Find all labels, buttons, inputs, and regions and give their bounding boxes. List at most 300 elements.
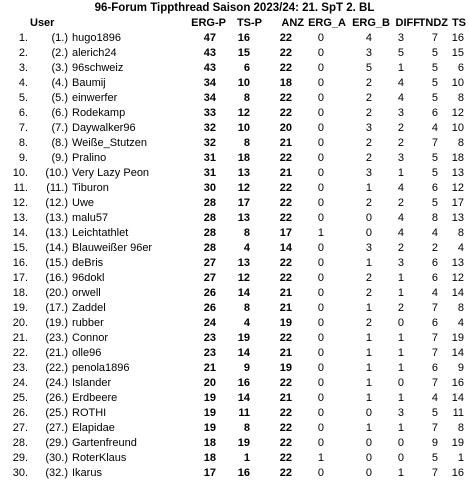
cell-ts-p: 8	[243, 227, 250, 239]
cell-tndz: 6	[431, 182, 438, 194]
cell-prev: (8.)	[51, 137, 68, 149]
cell-ts-p: 16	[237, 377, 250, 389]
cell-tndz: 7	[431, 32, 438, 44]
cell-rank: 18.	[12, 287, 28, 299]
cell-erg-p: 20	[203, 377, 216, 389]
cell-diff: 3	[397, 32, 404, 44]
table-row	[0, 121, 469, 136]
cell-tndz: 5	[431, 92, 438, 104]
table-row	[0, 31, 469, 46]
cell-ts: 6	[457, 62, 464, 74]
cell-ts-p: 16	[237, 32, 250, 44]
cell-ts: 8	[457, 137, 464, 149]
header-user: User	[30, 17, 55, 29]
cell-anz: 21	[279, 302, 292, 314]
cell-diff: 0	[397, 377, 404, 389]
cell-prev: (6.)	[51, 107, 68, 119]
sheet-title: 96-Forum Tippthread Saison 2023/24: 21. SpT 2. BL	[94, 2, 375, 14]
cell-erg-p: 28	[203, 227, 216, 239]
cell-erg-a: 0	[317, 47, 324, 59]
cell-erg-a: 0	[317, 407, 324, 419]
cell-ts-p: 12	[237, 272, 250, 284]
table-row	[0, 211, 469, 226]
cell-user: einwerfer	[72, 92, 118, 104]
cell-erg-b: 1	[365, 302, 372, 314]
cell-prev: (1.)	[51, 32, 68, 44]
cell-erg-b: 2	[365, 77, 372, 89]
cell-erg-b: 0	[365, 227, 372, 239]
cell-ts: 13	[451, 167, 464, 179]
table-row	[0, 376, 469, 391]
cell-user: alerich24	[72, 47, 117, 59]
cell-user: rubber	[72, 317, 104, 329]
cell-user: malu57	[72, 212, 109, 224]
cell-diff: 5	[397, 47, 404, 59]
cell-rank: 16.	[12, 257, 28, 269]
cell-erg-b: 5	[365, 62, 372, 74]
cell-prev: (19.)	[45, 317, 68, 329]
cell-ts: 10	[451, 122, 464, 134]
cell-anz: 22	[279, 47, 292, 59]
cell-ts-p: 13	[237, 212, 250, 224]
cell-ts: 16	[451, 377, 464, 389]
cell-tndz: 2	[431, 242, 438, 254]
cell-erg-b: 2	[365, 152, 372, 164]
cell-erg-a: 0	[317, 92, 324, 104]
cell-prev: (21.)	[45, 347, 68, 359]
cell-tndz: 5	[431, 407, 438, 419]
cell-prev: (30.)	[45, 452, 68, 464]
cell-ts-p: 18	[237, 152, 250, 164]
table-row	[0, 46, 469, 61]
cell-rank: 23.	[12, 362, 28, 374]
table-row	[0, 286, 469, 301]
cell-rank: 19.	[12, 302, 28, 314]
cell-prev: (16.)	[45, 272, 68, 284]
cell-erg-a: 0	[317, 32, 324, 44]
cell-ts: 16	[451, 467, 464, 479]
cell-prev: (13.)	[45, 227, 68, 239]
header-diff: DIFF	[395, 17, 420, 29]
table-row	[0, 451, 469, 466]
cell-prev: (14.)	[45, 242, 68, 254]
cell-diff: 1	[397, 272, 404, 284]
cell-erg-b: 1	[365, 377, 372, 389]
cell-rank: 15.	[12, 242, 28, 254]
cell-ts: 8	[457, 227, 464, 239]
cell-erg-b: 0	[365, 437, 372, 449]
cell-diff: 0	[397, 437, 404, 449]
cell-erg-a: 0	[317, 392, 324, 404]
cell-anz: 22	[279, 92, 292, 104]
cell-ts: 14	[451, 347, 464, 359]
cell-anz: 21	[279, 287, 292, 299]
cell-diff: 1	[397, 62, 404, 74]
cell-anz: 22	[279, 437, 292, 449]
cell-tndz: 5	[431, 152, 438, 164]
cell-erg-b: 3	[365, 122, 372, 134]
cell-ts-p: 19	[237, 437, 250, 449]
cell-prev: (22.)	[45, 362, 68, 374]
header-erg-b: ERG_B	[352, 17, 390, 29]
table-row	[0, 406, 469, 421]
cell-user: Zaddel	[72, 302, 106, 314]
cell-user: Very Lazy Peon	[72, 167, 150, 179]
cell-user: Daywalker96	[72, 122, 136, 134]
cell-prev: (10.)	[45, 167, 68, 179]
cell-prev: (24.)	[45, 377, 68, 389]
cell-erg-a: 0	[317, 197, 324, 209]
cell-ts: 13	[451, 212, 464, 224]
cell-rank: 21.	[12, 332, 28, 344]
cell-rank: 28.	[12, 437, 28, 449]
cell-ts-p: 11	[238, 407, 250, 419]
cell-prev: (17.)	[45, 302, 68, 314]
cell-diff: 3	[397, 257, 404, 269]
cell-ts: 19	[451, 332, 464, 344]
cell-erg-a: 1	[317, 227, 324, 239]
header-ts: TS	[451, 17, 466, 29]
cell-erg-a: 0	[317, 422, 324, 434]
cell-diff: 0	[397, 317, 404, 329]
cell-rank: 1.	[18, 32, 28, 44]
cell-tndz: 5	[431, 77, 438, 89]
cell-user: olle96	[72, 347, 102, 359]
cell-ts: 14	[451, 392, 464, 404]
cell-anz: 22	[279, 62, 292, 74]
cell-tndz: 6	[431, 362, 438, 374]
cell-user: Uwe	[72, 197, 95, 209]
cell-rank: 8.	[18, 137, 28, 149]
cell-tndz: 8	[431, 212, 438, 224]
cell-diff: 1	[397, 362, 404, 374]
cell-user: penola1896	[72, 362, 130, 374]
cell-ts-p: 16	[237, 467, 250, 479]
table-row	[0, 196, 469, 211]
cell-prev: (11.)	[46, 182, 68, 194]
cell-user: Weiße_Stutzen	[72, 137, 148, 149]
cell-prev: (15.)	[45, 257, 68, 269]
cell-erg-a: 0	[317, 182, 324, 194]
cell-prev: (25.)	[45, 407, 68, 419]
cell-user: ROTHI	[72, 407, 107, 419]
cell-ts-p: 14	[237, 347, 250, 359]
cell-anz: 22	[279, 422, 292, 434]
cell-user: RoterKlaus	[72, 452, 127, 464]
cell-erg-p: 30	[203, 182, 216, 194]
cell-diff: 1	[397, 347, 404, 359]
cell-diff: 4	[397, 227, 404, 239]
cell-diff: 1	[397, 332, 404, 344]
cell-anz: 22	[279, 212, 292, 224]
table-header	[0, 16, 469, 31]
cell-rank: 4.	[18, 77, 28, 89]
cell-diff: 4	[397, 92, 404, 104]
table-row	[0, 301, 469, 316]
cell-erg-p: 26	[203, 302, 216, 314]
cell-erg-p: 32	[203, 137, 216, 149]
table-row	[0, 316, 469, 331]
cell-prev: (32.)	[45, 467, 68, 479]
cell-erg-p: 21	[203, 362, 216, 374]
cell-ts-p: 17	[237, 197, 250, 209]
cell-erg-p: 28	[203, 242, 216, 254]
cell-rank: 25.	[12, 392, 28, 404]
cell-user: Islander	[72, 377, 112, 389]
cell-erg-p: 23	[203, 332, 216, 344]
cell-erg-b: 3	[365, 242, 372, 254]
table-row	[0, 256, 469, 271]
cell-tndz: 6	[431, 272, 438, 284]
cell-prev: (20.)	[45, 287, 68, 299]
cell-erg-p: 33	[203, 107, 216, 119]
cell-erg-b: 2	[365, 197, 372, 209]
cell-ts-p: 8	[243, 302, 250, 314]
cell-tndz: 5	[431, 167, 438, 179]
cell-erg-p: 17	[203, 467, 216, 479]
cell-erg-b: 1	[365, 332, 372, 344]
cell-erg-p: 28	[203, 197, 216, 209]
cell-anz: 22	[279, 107, 292, 119]
cell-anz: 22	[279, 467, 292, 479]
cell-erg-p: 43	[203, 47, 216, 59]
cell-tndz: 7	[431, 422, 438, 434]
cell-ts: 12	[451, 107, 464, 119]
cell-anz: 14	[279, 242, 292, 254]
cell-erg-p: 28	[203, 212, 216, 224]
cell-tndz: 9	[431, 437, 438, 449]
cell-erg-p: 24	[203, 317, 216, 329]
cell-erg-b: 3	[365, 167, 372, 179]
cell-user: 96dokl	[72, 272, 105, 284]
cell-prev: (3.)	[51, 62, 68, 74]
cell-ts: 12	[451, 272, 464, 284]
cell-ts: 4	[457, 242, 464, 254]
cell-ts: 8	[457, 302, 464, 314]
cell-prev: (27.)	[45, 422, 68, 434]
cell-anz: 22	[279, 32, 292, 44]
cell-erg-a: 0	[317, 377, 324, 389]
cell-erg-p: 23	[203, 347, 216, 359]
cell-ts: 12	[451, 182, 464, 194]
cell-prev: (9.)	[51, 152, 68, 164]
table-row	[0, 136, 469, 151]
cell-tndz: 7	[431, 467, 438, 479]
cell-anz: 21	[279, 392, 292, 404]
cell-rank: 12.	[12, 197, 28, 209]
cell-erg-a: 0	[317, 302, 324, 314]
table-row	[0, 391, 469, 406]
cell-ts-p: 14	[237, 392, 250, 404]
cell-erg-b: 1	[365, 392, 372, 404]
table-row	[0, 91, 469, 106]
cell-anz: 22	[279, 152, 292, 164]
cell-ts-p: 12	[237, 182, 250, 194]
cell-erg-a: 0	[317, 77, 324, 89]
cell-ts: 18	[451, 152, 464, 164]
cell-erg-a: 0	[317, 107, 324, 119]
cell-rank: 14.	[12, 227, 28, 239]
cell-erg-b: 3	[365, 47, 372, 59]
cell-rank: 2.	[18, 47, 28, 59]
cell-erg-p: 27	[203, 272, 216, 284]
cell-erg-a: 1	[317, 452, 324, 464]
cell-erg-a: 0	[317, 467, 324, 479]
cell-diff: 4	[397, 212, 404, 224]
cell-erg-p: 47	[203, 32, 216, 44]
cell-erg-p: 18	[203, 437, 216, 449]
cell-rank: 27.	[12, 422, 28, 434]
cell-ts: 16	[451, 32, 464, 44]
cell-erg-p: 19	[203, 422, 216, 434]
cell-ts-p: 12	[237, 107, 250, 119]
table-row	[0, 241, 469, 256]
cell-user: deBris	[72, 257, 104, 269]
cell-erg-p: 34	[203, 77, 216, 89]
cell-ts: 4	[457, 317, 464, 329]
cell-diff: 2	[397, 197, 404, 209]
cell-ts-p: 14	[237, 287, 250, 299]
cell-erg-a: 0	[317, 437, 324, 449]
cell-tndz: 5	[431, 47, 438, 59]
cell-diff: 1	[397, 467, 404, 479]
cell-erg-a: 0	[317, 122, 324, 134]
cell-user: Leichtathlet	[72, 227, 129, 239]
cell-user: orwell	[72, 287, 101, 299]
cell-erg-p: 27	[203, 257, 216, 269]
cell-prev: (13.)	[45, 212, 68, 224]
cell-ts-p: 13	[237, 167, 250, 179]
cell-erg-a: 0	[317, 287, 324, 299]
cell-erg-p: 43	[203, 62, 216, 74]
header-erg-p: ERG-P	[191, 17, 226, 29]
cell-tndz: 5	[431, 197, 438, 209]
cell-erg-b: 2	[365, 107, 372, 119]
cell-prev: (5.)	[51, 92, 68, 104]
cell-anz: 22	[279, 407, 292, 419]
cell-anz: 22	[279, 257, 292, 269]
cell-diff: 3	[397, 152, 404, 164]
cell-rank: 13.	[12, 212, 28, 224]
cell-erg-a: 0	[317, 62, 324, 74]
table-row	[0, 436, 469, 451]
cell-erg-a: 0	[317, 317, 324, 329]
table-row	[0, 421, 469, 436]
cell-erg-p: 34	[203, 92, 216, 104]
cell-diff: 1	[397, 287, 404, 299]
cell-ts-p: 15	[237, 47, 250, 59]
cell-ts-p: 13	[237, 257, 250, 269]
cell-erg-b: 2	[365, 272, 372, 284]
cell-erg-b: 0	[365, 212, 372, 224]
cell-erg-b: 1	[365, 422, 372, 434]
cell-user: Pralino	[72, 152, 107, 164]
cell-anz: 22	[279, 272, 292, 284]
cell-diff: 1	[397, 422, 404, 434]
cell-ts: 15	[451, 47, 464, 59]
cell-rank: 10.	[12, 167, 28, 179]
cell-ts-p: 10	[237, 77, 250, 89]
cell-ts-p: 8	[243, 422, 250, 434]
cell-erg-a: 0	[317, 272, 324, 284]
cell-ts: 14	[451, 287, 464, 299]
header-ts-p: TS-P	[236, 17, 262, 29]
cell-tndz: 7	[431, 332, 438, 344]
cell-erg-p: 18	[203, 452, 216, 464]
cell-erg-p: 26	[203, 287, 216, 299]
table-row	[0, 61, 469, 76]
cell-ts: 10	[451, 77, 464, 89]
cell-tndz: 4	[431, 227, 438, 239]
cell-diff: 2	[397, 242, 404, 254]
cell-tndz: 7	[431, 377, 438, 389]
header-erg-a: ERG_A	[308, 17, 346, 29]
cell-ts-p: 19	[237, 332, 250, 344]
cell-tndz: 5	[431, 62, 438, 74]
cell-tndz: 6	[431, 257, 438, 269]
cell-anz: 18	[279, 77, 292, 89]
cell-erg-b: 1	[365, 182, 372, 194]
cell-erg-a: 0	[317, 362, 324, 374]
cell-ts-p: 9	[243, 362, 250, 374]
cell-prev: (7.)	[51, 122, 68, 134]
cell-diff: 4	[397, 77, 404, 89]
cell-user: 96schweiz	[72, 62, 124, 74]
cell-rank: 3.	[18, 62, 28, 74]
cell-prev: (2.)	[51, 47, 68, 59]
cell-erg-b: 2	[365, 92, 372, 104]
table-row	[0, 271, 469, 286]
table-row	[0, 226, 469, 241]
cell-ts-p: 6	[243, 62, 250, 74]
table-row	[0, 466, 469, 481]
cell-anz: 20	[279, 122, 292, 134]
cell-tndz: 7	[431, 347, 438, 359]
cell-ts: 8	[457, 92, 464, 104]
cell-anz: 19	[279, 317, 292, 329]
cell-diff: 1	[397, 392, 404, 404]
cell-ts: 1	[457, 452, 464, 464]
cell-erg-b: 0	[365, 467, 372, 479]
cell-tndz: 4	[431, 287, 438, 299]
cell-user: Connor	[72, 332, 109, 344]
cell-erg-b: 2	[365, 137, 372, 149]
cell-erg-a: 0	[317, 242, 324, 254]
cell-erg-a: 0	[317, 332, 324, 344]
cell-user: hugo1896	[72, 32, 121, 44]
cell-user: Ikarus	[72, 467, 102, 479]
cell-erg-a: 0	[317, 167, 324, 179]
cell-erg-b: 0	[365, 407, 372, 419]
cell-diff: 2	[397, 122, 404, 134]
cell-diff: 0	[397, 452, 404, 464]
cell-erg-b: 2	[365, 287, 372, 299]
cell-rank: 5.	[18, 92, 28, 104]
cell-anz: 22	[279, 452, 292, 464]
cell-tndz: 7	[431, 137, 438, 149]
cell-tndz: 4	[431, 122, 438, 134]
cell-rank: 11.	[13, 182, 28, 194]
table-row	[0, 166, 469, 181]
cell-erg-a: 0	[317, 347, 324, 359]
cell-prev: (26.)	[45, 392, 68, 404]
cell-ts: 19	[451, 437, 464, 449]
cell-rank: 17.	[12, 272, 28, 284]
cell-prev: (4.)	[51, 77, 68, 89]
cell-erg-a: 0	[317, 257, 324, 269]
table-row	[0, 331, 469, 346]
cell-ts-p: 4	[243, 242, 250, 254]
